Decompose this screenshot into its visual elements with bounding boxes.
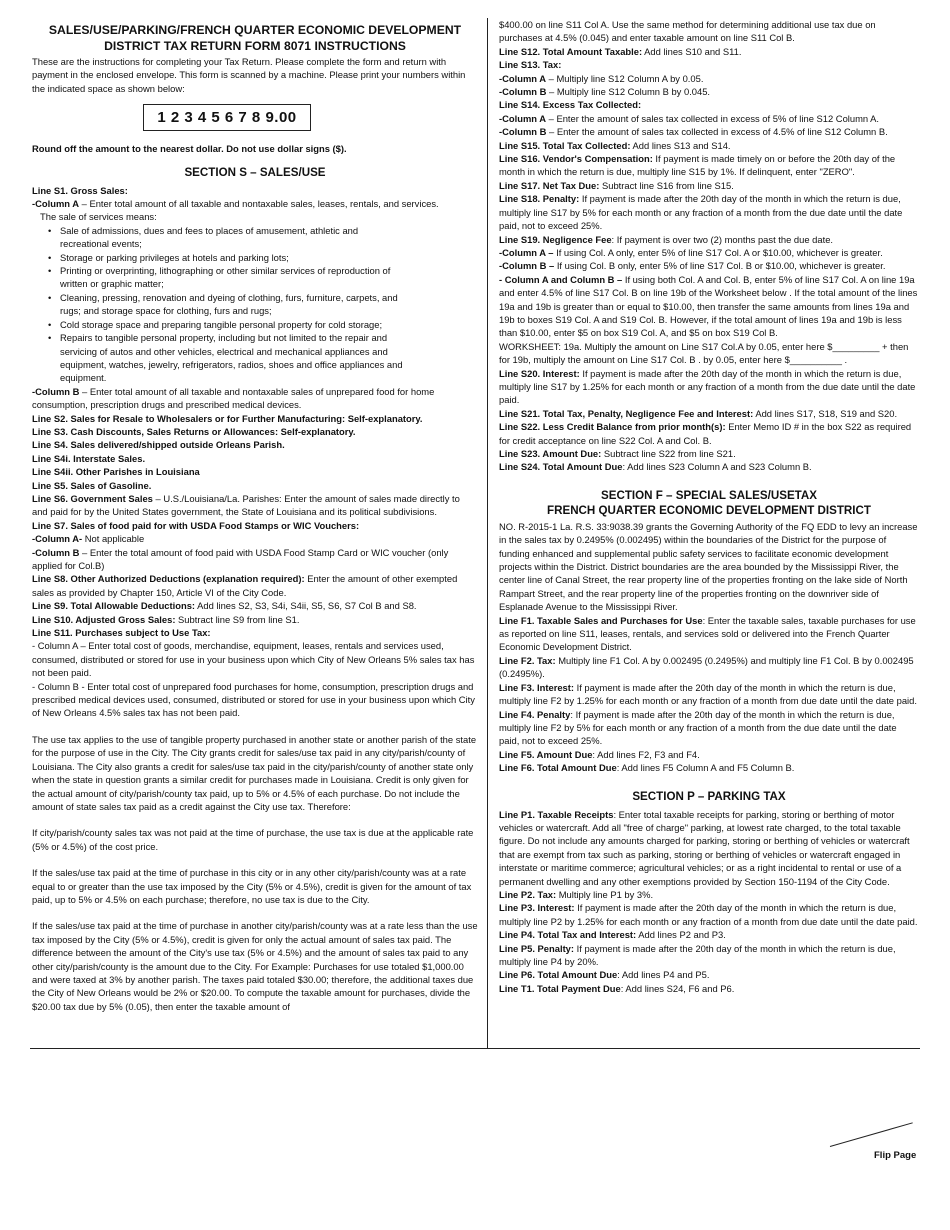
line-s24-label: Line S24. Total Amount Due (499, 461, 623, 473)
line-f3-text: If payment is made after the 20th day of the month in which the return is due, multiply line F2 by 1.25% for each month or any fraction of a month from due date until the date paid. (499, 681, 917, 707)
line-s19-column-a (499, 246, 919, 259)
bullet-text: Repairs to tangible personal property, including but not limited to the repair and (60, 332, 388, 344)
line-s5: Line S5. Sales of Gasoline. (32, 479, 152, 491)
line-f2-text: Multiply line F1 Col. A by 0.002495 (0.2495%) and multiply line F1 Col. B by 0.002495 (0.2495%). (499, 654, 914, 680)
intro-paragraph: These are the instructions for completing your Tax Return. Please complete the form and return with payment in the enclosed envelope. This form is scanned by a machine. Please print your numbers within the indicated space as shown below: (32, 56, 466, 94)
line-s8-text: Enter the amount of other exempted sales as provided by Chapter 150, Article VI of the City Code. (32, 573, 458, 598)
line-s13-column-b-text: – Multiply line S12 Column B by 0.045. (546, 86, 711, 98)
line-s23 (499, 447, 919, 460)
line-s6 (32, 492, 478, 519)
service-bullet-6 (40, 331, 478, 385)
line-s19-text: : If payment is over two (2) months past the due date. (611, 233, 834, 245)
flip-page-line (830, 1122, 913, 1147)
line-p2 (499, 888, 919, 901)
line-s6-label: Line S6. Government Sales (32, 492, 153, 504)
line-s19-column-b-label: -Column B – (499, 260, 555, 272)
bullet-dot: • (48, 291, 52, 303)
section-f-heading: SECTION F – SPECIAL SALES/USETAX (600, 488, 818, 502)
line-s19-column-b-text: If using Col. B only, enter 5% of line S17 Col. B or $10.00, whichever is greater. (554, 260, 886, 272)
line-s1-column-b-text: – Enter total amount of all taxable and nontaxable sales of unprepared food for home consumption, prescription drugs and prescribed medical devices. (32, 385, 435, 411)
line-s14-column-b (499, 125, 919, 138)
line-f4-text: : If payment is made after the 20th day of the month in which the return is due, multiply line F2 by 5% for each month or any fraction of a month from the due date until the date paid, not to exceed 25%. (499, 708, 897, 747)
line-s13-column-a (499, 72, 919, 85)
line-s12-text: Add lines S10 and S11. (642, 45, 742, 57)
line-f6-label: Line F6. Total Amount Due (499, 762, 617, 774)
line-f6 (499, 761, 919, 774)
section-s-heading: SECTION S – SALES/USE (184, 165, 326, 179)
line-p6 (499, 968, 919, 981)
line-s4i: Line S4i. Interstate Sales. (32, 452, 146, 464)
line-p1 (499, 808, 919, 888)
line-s9 (32, 599, 478, 612)
round-off-note: Round off the amount to the nearest dollar. Do not use dollar signs ($). (32, 143, 347, 155)
flip-page-label: Flip Page (874, 1150, 917, 1161)
line-s1-column-b (32, 385, 478, 412)
bullet-text: rugs; and storage space for clothing, furs and rugs; (60, 305, 272, 317)
line-p4 (499, 928, 919, 941)
line-s21-text: Add lines S17, S18, S19 and S20. (753, 407, 898, 419)
bullet-text: equipment. (60, 372, 107, 384)
line-f3-label: Line F3. Interest: (499, 681, 575, 693)
bullet-text: Storage or parking privileges at hotels and parking lots; (60, 251, 289, 263)
line-s15-text: Add lines S13 and S14. (630, 139, 731, 151)
service-bullet-4 (40, 291, 478, 318)
line-p2-label: Line P2. Tax: (499, 888, 557, 900)
right-column (499, 18, 919, 995)
line-s2: Line S2. Sales for Resale to Wholesalers or for Further Manufacturing: Self-explanatory. (32, 412, 423, 424)
line-s19-column-a-label: -Column A – (499, 246, 554, 258)
line-s23-text: Subtract line S22 from line S21. (601, 448, 736, 459)
line-s7-column-a (32, 532, 478, 545)
line-s12 (499, 45, 919, 58)
line-s7-column-a-text: Not applicable (82, 533, 145, 545)
line-s19 (499, 233, 919, 246)
line-p3-text: If payment is made after the 20th day of the month in which the return is due, multiply line P2 by 1.25% for each month or any fraction of a month from due date until the date paid. (499, 902, 918, 927)
line-s9-text: Add lines S2, S3, S4i, S4ii, S5, S6, S7 Col B and S8. (195, 600, 417, 612)
line-s14-column-a-text: – Enter the amount of sales tax collected in excess of 5% of line S12 Column A. (546, 112, 880, 124)
use-tax-paragraph-3: If the sales/use tax paid at the time of purchase in this city or in any other city/parish/county was at a rate equal to or greater than the use tax imposed by the City (5% or 4.5%), credit is given for the amount of tax paid, up to 5% or 4.5% on each purchase; therefore, no use tax is due to the City. (32, 867, 472, 905)
line-s8-label: Line S8. Other Authorized Deductions (explanation required): (32, 573, 305, 585)
bullet-text: Cold storage space and preparing tangible personal property for cold storage; (60, 318, 383, 330)
form-title-line2: DISTRICT TAX RETURN FORM 8071 INSTRUCTIONS (104, 39, 406, 53)
line-s1-column-a-label: -Column A (32, 198, 80, 210)
line-s11-column-a: - Column A – Enter total cost of goods, merchandise, equipment, leases, rentals and services used, consumed, distributed or stored for use in your business upon which City of New Orleans 5% sales tax has not been paid. (32, 640, 475, 679)
line-s24-text: : Add lines S23 Column A and S23 Column B. (622, 461, 812, 473)
line-s7-column-b-text: – Enter the total amount of food paid with USDA Food Stamp Card or WIC voucher (only applied for Col.B) (32, 546, 449, 571)
bullet-dot: • (48, 251, 52, 263)
line-s7-column-b-label: -Column B (32, 546, 80, 558)
line-t1-text: : Add lines S24, F6 and P6. (620, 982, 735, 994)
line-s14-column-b-text: – Enter the amount of sales tax collected in excess of 4.5% of line S12 Column B. (546, 126, 888, 138)
bullet-dot: • (48, 265, 52, 277)
line-f2-label: Line F2. Tax: (499, 654, 556, 666)
line-p3-label: Line P3. Interest: (499, 902, 575, 914)
line-s4: Line S4. Sales delivered/shipped outside Orleans Parish. (32, 439, 285, 451)
line-s20-label: Line S20. Interest: (499, 367, 580, 379)
line-t1-label: Line T1. Total Payment Due (499, 982, 621, 994)
section-p-heading: SECTION P – PARKING TAX (632, 789, 786, 803)
line-s15-label: Line S15. Total Tax Collected: (499, 139, 631, 151)
use-tax-continued: $400.00 on line S11 Col A. Use the same method for determining additional use tax due on purchases at 4.5% (0.045) and enter taxable amount on line S11 Col B. (499, 19, 876, 44)
use-tax-paragraph-2: If city/parish/county sales tax was not paid at the time of purchase, the use tax is due at the applicable rate (5% or 4.5%) of the cost price. (32, 827, 474, 852)
line-s22 (499, 420, 919, 447)
line-p1-text: : Enter total taxable receipts for parking, storing or berthing of motor vehicles or watercraft. Add all "free of charge" parking, at lowest rate charged, to the total taxable figure. Do not include any amounts charged for parking, storing or berthing of vehicles or watercraft that are exempt from tax such as parking, storing or berthing of vehicles or watercraft engaged in interstate or maritime commerce; agricultural vehicles; or as a right incidental to rental or use of a permanent dwelling and any other exemptions provided by Section 150-1194 of the City Code. (499, 808, 910, 887)
line-f4 (499, 708, 919, 748)
line-s1-column-a (32, 197, 478, 210)
line-f1 (499, 614, 919, 654)
line-s19-column-a-text: If using Col. A only, enter 5% of line S17 Col. A or $10.00, whichever is greater. (553, 246, 883, 258)
line-s1-label: Line S1. Gross Sales: (32, 184, 128, 196)
line-s12-label: Line S12. Total Amount Taxable: (499, 45, 643, 57)
line-s16-label: Line S16. Vendor's Compensation: (499, 153, 653, 165)
services-heading: The sale of services means: (40, 211, 157, 223)
line-s17-text: Subtract line S16 from line S15. (599, 179, 734, 191)
line-s16-text: If payment is made timely on or before the 20th day of the month in which the return is due, multiply line S15 by 1%. If delinquent, enter "ZERO". (499, 153, 896, 178)
line-s13: Line S13. Tax: (499, 59, 562, 71)
bottom-rule (30, 1048, 920, 1049)
line-p5-text: If payment is made after the 20th day of the month in which the return is due, multiply line P4 by 20%. (499, 942, 896, 967)
line-p5 (499, 942, 919, 969)
line-s14: Line S14. Excess Tax Collected: (499, 99, 642, 111)
bullet-text: Cleaning, pressing, renovation and dyeing of clothing, furs, furniture, carpets, and (60, 291, 398, 303)
line-s14-column-b-label: -Column B (499, 126, 547, 138)
service-bullet-5 (40, 318, 478, 331)
worksheet: WORKSHEET: 19a. Multiply the amount on Line S17 Col.A by 0.05, enter here $_________ + then for 19b, multiply the amount on Line S17 Col. B . by 0.05, enter here $__________ . (499, 340, 909, 366)
line-s19-columns-a-b (499, 273, 919, 340)
line-p6-text: : Add lines P4 and P5. (617, 969, 710, 981)
line-p6-label: Line P6. Total Amount Due (499, 969, 618, 981)
line-s13-column-b-label: -Column B (499, 86, 547, 98)
line-s22-text: Enter Memo ID # in the box S22 as required for credit acceptance on line S22 Col. A and Col. B. (499, 421, 912, 446)
line-s11 (32, 626, 478, 639)
line-s19-column-b (499, 259, 919, 272)
line-s19-columns-a-b-text: If using both Col. A and Col. B, enter 5% of line S17 Col. A on line 19a and enter 4.5% of line S17 Col. B on line 19b of the Worksheet below . If the total amount of the lines 19a and 19b is greater than or equal to $10.00, then transfer the same amounts from lines 19a and 19b to boxes S19 Col. A and S19 Col. B. However, if the total amount of lines 19a and 19b is less than $10.00, enter $5 on box S19 Col. A, and $5 on box S19 Col B. (499, 273, 918, 339)
bullet-text: Sale of admissions, dues and fees to places of amusement, athletic and (60, 224, 359, 236)
line-s18-text: If payment is made after the 20th day of the month in which the return is due, multiply line S17 by 5% for each month or any fraction of a month from the due date until the date paid, not to exceed 25%. (499, 193, 903, 232)
line-f5 (499, 748, 919, 761)
line-s18-label: Line S18. Penalty: (499, 193, 580, 205)
line-s19-columns-a-b-label: - Column A and Column B – (499, 273, 623, 285)
form-title-line1: SALES/USE/PARKING/FRENCH QUARTER ECONOMIC DEVELOPMENT (48, 23, 462, 37)
line-s1-column-b-label: -Column B (32, 385, 80, 397)
line-s3: Line S3. Cash Discounts, Sales Returns or Allowances: Self-explanatory. (32, 425, 356, 437)
line-s18 (499, 192, 919, 232)
left-column (32, 18, 478, 1013)
bullet-text: recreational events; (60, 238, 142, 250)
line-s7-column-a-label: -Column A- (32, 533, 83, 545)
line-s17 (499, 179, 919, 192)
line-p4-text: Add lines P2 and P3. (636, 929, 726, 941)
line-p4-label: Line P4. Total Tax and Interest: (499, 929, 637, 941)
line-f1-label: Line F1. Taxable Sales and Purchases for Use (499, 614, 703, 626)
use-tax-paragraph-4: If the sales/use tax paid at the time of purchase in another city/parish/county was at a rate less than the use tax imposed by the City (5% or 4.5%), credit is given for only the actual amount of sales tax paid. The difference between the amount of the City's use tax (5% or 4.5%) and the amount of sales tax paid to any other city/parish/county is the amount due to the City. For Example: Purchases for use totaled $1,000.00 and were taxed at 3% by another parish. The taxes paid totaled $30.00; therefore, the additional taxes due the City of New Orleans would be 2% or $20.00. To compute the taxable amount for purchases, divide the $20.00 tax due by 5% (0.05), then enter the taxable amount of (32, 920, 478, 1012)
line-s14-column-a (499, 112, 919, 125)
line-s19-label: Line S19. Negligence Fee (499, 233, 612, 245)
line-s14-column-a-label: -Column A (499, 112, 547, 124)
section-f-subheading: FRENCH QUARTER ECONOMIC DEVELOPMENT DISTRICT (547, 503, 871, 517)
service-bullet-1 (40, 224, 478, 251)
line-s11-column-b: - Column B - Enter total cost of unprepared food purchases for home, consumption, prescription drugs and prescribed medical devices used, consumed, distributed or stored for use in your business upon which City of New Orleans 4.5% sales tax has not been paid. (32, 680, 475, 719)
line-s7-column-b (32, 546, 478, 573)
services-list (40, 210, 478, 384)
line-f3 (499, 681, 919, 708)
line-s16 (499, 152, 919, 179)
line-s15 (499, 139, 919, 152)
line-s8 (32, 572, 478, 599)
service-bullet-2 (40, 251, 478, 264)
line-s10-label: Line S10. Adjusted Gross Sales: (32, 613, 176, 625)
line-s20 (499, 367, 919, 407)
line-f4-label: Line F4. Penalty (499, 708, 571, 720)
bullet-text: Printing or overprinting, lithographing or other similar services of reproduction of (60, 265, 391, 277)
service-bullet-3 (40, 264, 478, 291)
form-title (32, 22, 478, 54)
use-tax-paragraph-1: The use tax applies to the use of tangible property purchased in another state or another parish of the state for the purpose of use in the City. The City grants credit for sales/use tax paid in any city/parish/county of Louisiana. The City also grants a credit for sales/use tax paid in the city/parish/county of another state only when the state in question grants a similar credit for purchases made in Louisiana. Credit is only given for the actual amount of city/parish/county tax paid, up to 5% or 4.5% of each purchase. Do not include the amount of state sales tax paid as a credit against the City use tax. Therefore: (32, 733, 477, 812)
line-s6-text: – U.S./Louisiana/La. Parishes: Enter the amount of sales made directly to and paid for by the United States government, the State of Louisiana and its political subdivisions. (32, 492, 460, 518)
line-s13-column-b (499, 85, 919, 98)
line-s17-label: Line S17. Net Tax Due: (499, 179, 600, 191)
sample-number-box: 1 2 3 4 5 6 7 8 9.00 (143, 104, 311, 131)
line-s7: Line S7. Sales of food paid for with USDA Food Stamps or WIC Vouchers: (32, 519, 360, 531)
line-s21 (499, 407, 919, 420)
line-s10-text: Subtract line S9 from line S1. (175, 613, 300, 625)
bullet-dot: • (48, 224, 52, 236)
line-s24 (499, 460, 919, 473)
line-s21-label: Line S21. Total Tax, Penalty, Negligence Fee and Interest: (499, 407, 754, 419)
line-f5-label: Line F5. Amount Due (499, 748, 593, 760)
line-s4ii: Line S4ii. Other Parishes in Louisiana (32, 466, 200, 478)
bullet-text: equipment, watches, jewelry, refrigerators, radios, shoes and office appliances and (60, 358, 403, 370)
line-s1-column-a-text: – Enter total amount of all taxable and nontaxable sales, leases, rentals, and services. (79, 198, 439, 210)
line-p3 (499, 901, 919, 928)
line-f1-text: : Enter the taxable sales, taxable purchases for use as reported on line S11, leases, rentals, and services sold or delivered into the French Quarter Economic Development District. (499, 614, 916, 653)
bullet-dot: • (48, 332, 52, 344)
line-t1 (499, 982, 919, 995)
column-divider (487, 18, 488, 1049)
line-f2 (499, 654, 919, 681)
line-s11-label: Line S11 (32, 627, 71, 639)
bullet-text: servicing of autos and other vehicles, electrical and mechanical appliances and (60, 345, 388, 357)
line-s22-label: Line S22. Less Credit Balance from prior month(s): (499, 421, 726, 433)
line-s10 (32, 613, 478, 626)
line-f5-text: : Add lines F2, F3 and F4. (592, 748, 700, 760)
line-s23-label: Line S23. Amount Due: (499, 448, 602, 459)
line-f6-text: : Add lines F5 Column A and F5 Column B. (616, 762, 795, 774)
line-s9-label: Line S9. Total Allowable Deductions: (32, 600, 196, 612)
line-p2-text: Multiply line P1 by 3%. (556, 888, 654, 900)
line-s20-text: If payment is made after the 20th day of the month in which the return is due, multiply line S17 by 1.25% for each month or any fraction of a month from the due date until the date paid. (499, 367, 916, 406)
line-s13-column-a-label: -Column A (499, 72, 547, 84)
bullet-text: written or graphic matter; (60, 278, 164, 290)
bullet-dot: • (48, 318, 52, 330)
line-s11-text: . Purchases subject to Use Tax: (70, 627, 211, 639)
line-p5-label: Line P5. Penalty: (499, 942, 575, 954)
line-p1-label: Line P1. Taxable Receipts (499, 808, 614, 820)
line-s13-column-a-text: – Multiply line S12 Column A by 0.05. (546, 72, 704, 84)
section-f-intro: NO. R-2015-1 La. R.S. 33:9038.39 grants the Governing Authority of the FQ EDD to levy an increase in the sales tax by 0.2495% (0.002495) within the boundaries of the District for the purpose of funding enhanced and supplemental public safety services to facilitate economic development projects within the District. District boundaries are the area bounded by the Mississippi River, the center line of Canal Street, the rear property line of the properties fronting on the lake side of North Rampart Street, and the rear property line of the properties fronting on the downriver side of Esplanade Avenue to the Mississippi River. (499, 520, 918, 613)
